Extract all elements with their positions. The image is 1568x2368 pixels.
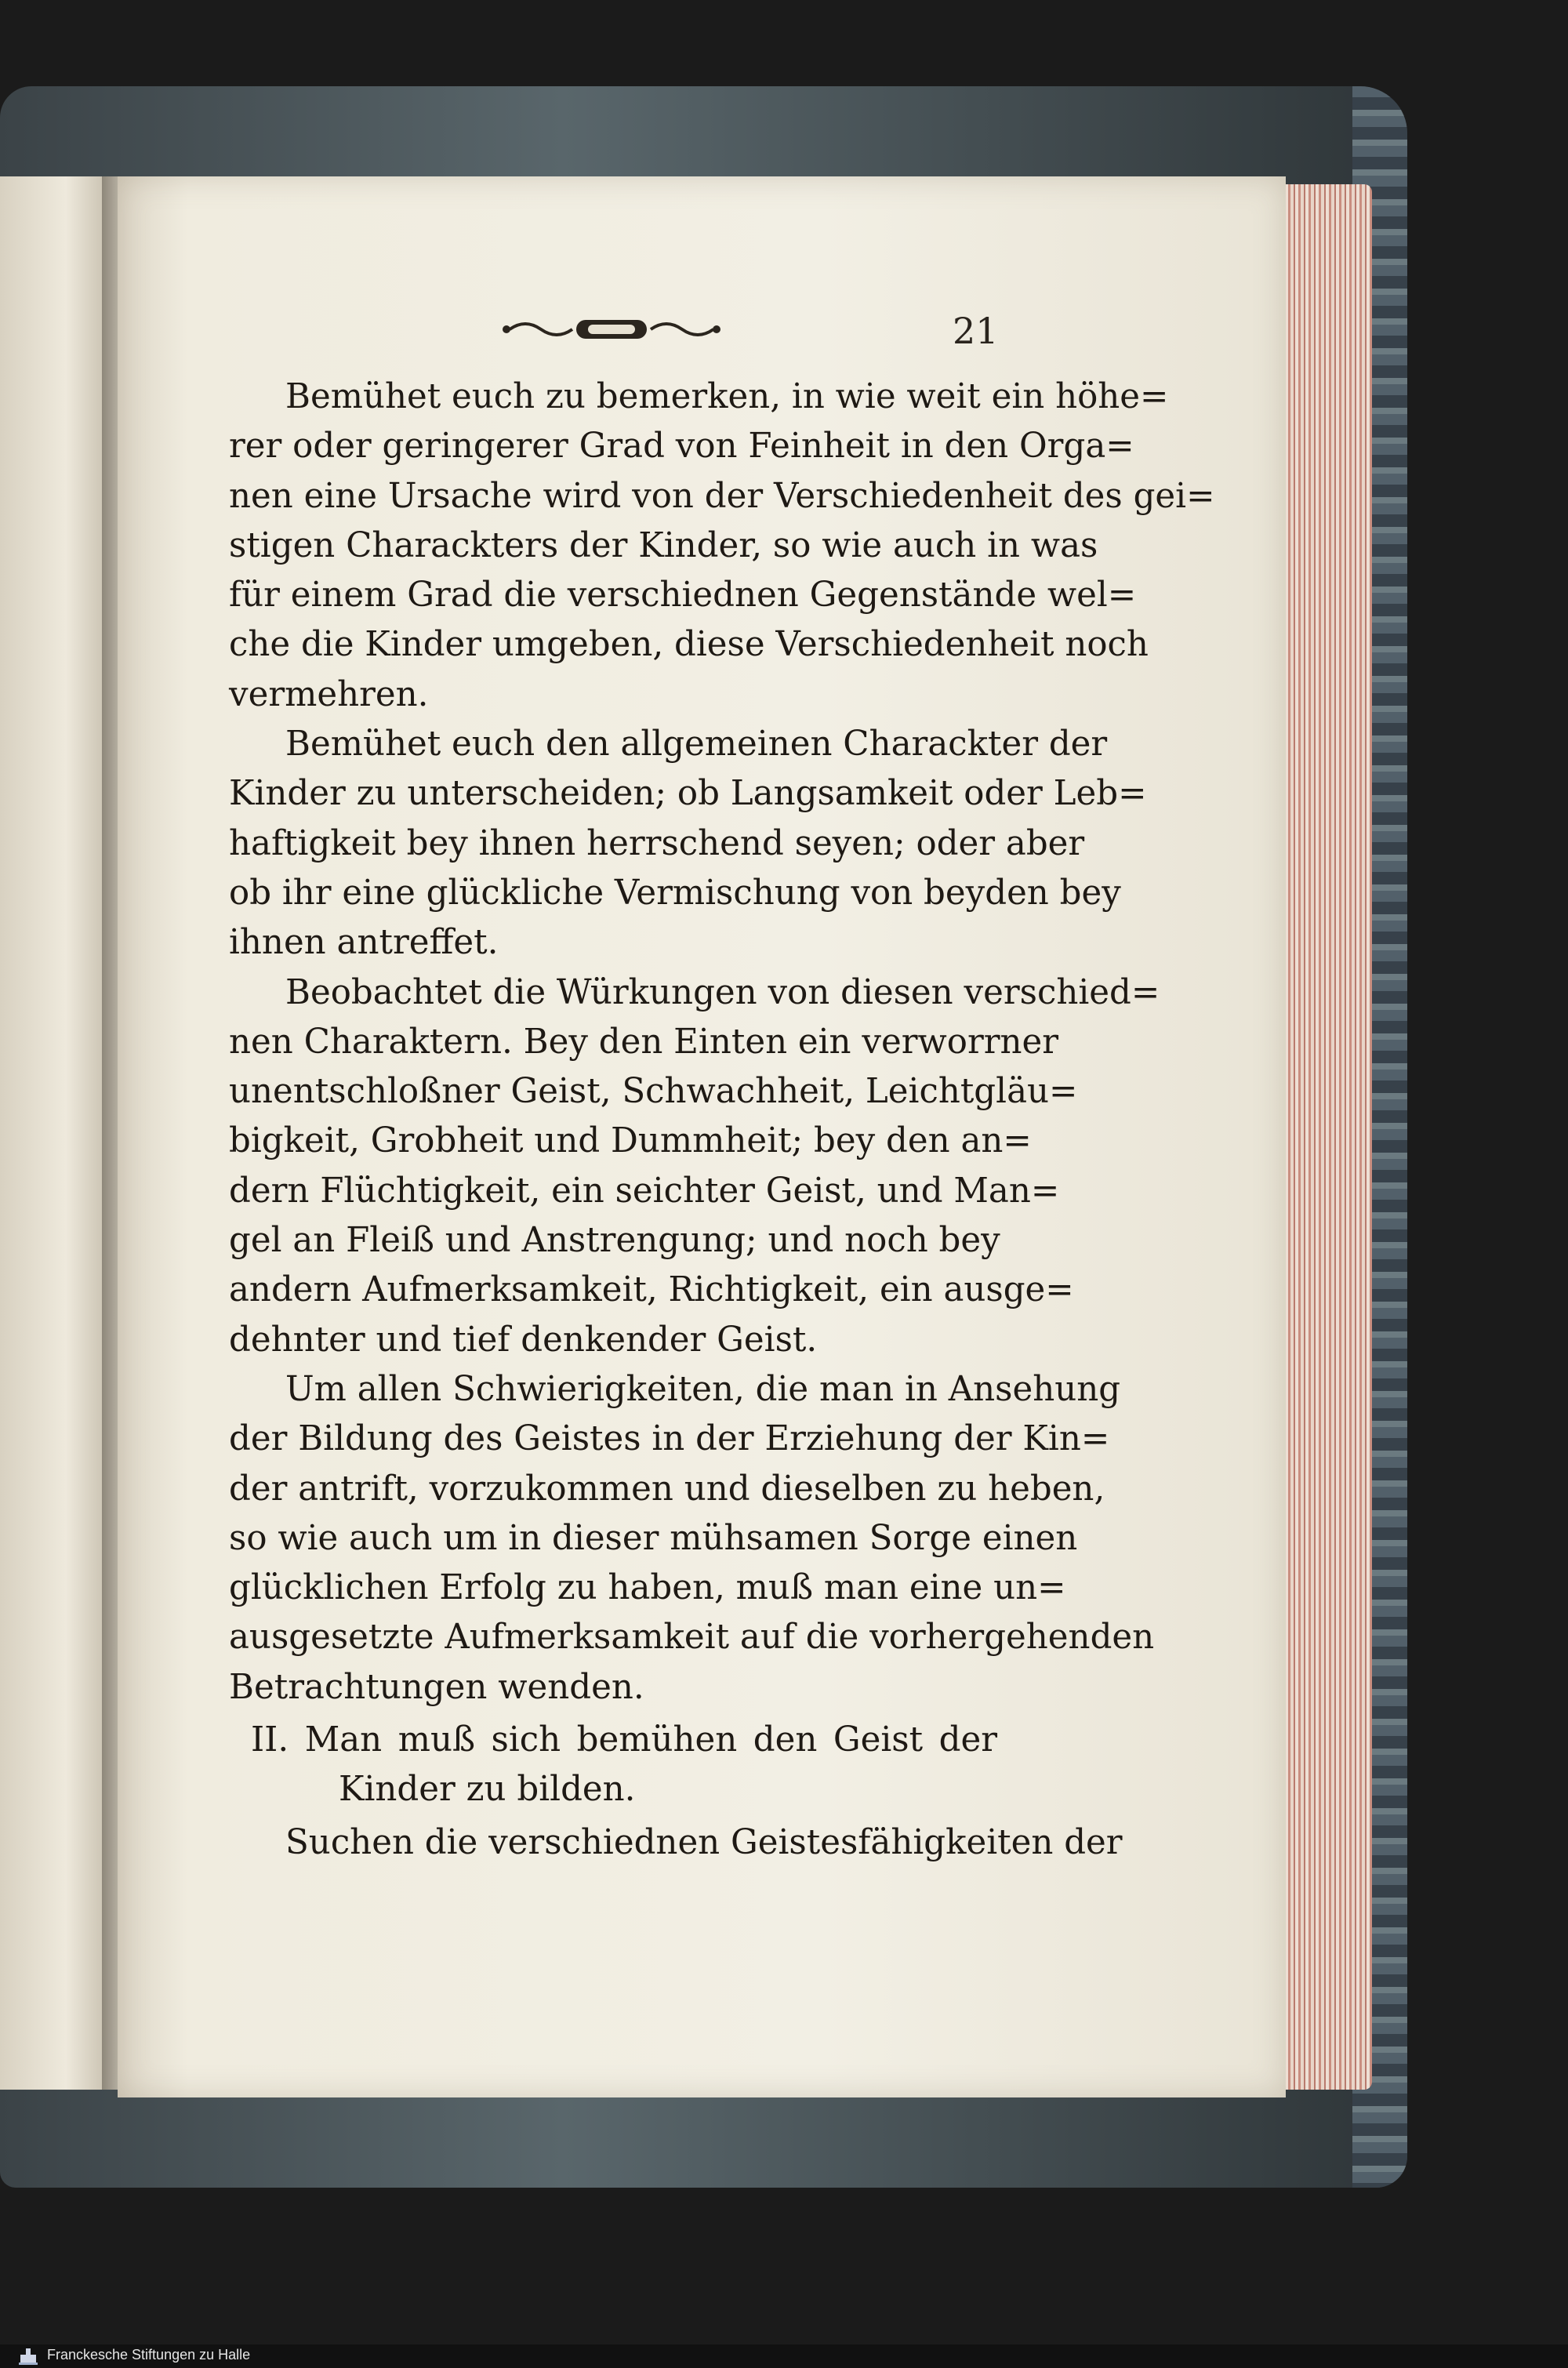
facing-page-edge: [0, 176, 112, 2090]
text-line: ausgesetzte Aufmerksamkeit auf die vorhergehenden: [229, 1618, 1155, 1658]
institution-logo-icon: [17, 2347, 39, 2366]
ornament-headpiece-icon: [502, 314, 721, 345]
body-text: [229, 372, 1215, 1868]
text-line: unentschloßner Geist, Schwachheit, Leichtgläu=: [229, 1072, 1078, 1112]
text-line: der antrift, vorzukommen und dieselben zu heben,: [229, 1469, 1105, 1509]
text-line: für einem Grad die verschiednen Gegenstände wel=: [229, 576, 1137, 616]
text-line: Betrachtungen wenden.: [229, 1667, 644, 1707]
heading-line: Kinder zu bilden.: [339, 1770, 636, 1810]
text-line: vermehren.: [229, 674, 429, 714]
paragraph-3: [229, 968, 1160, 1365]
text-line: dern Flüchtigkeit, ein seichter Geist, und Man=: [229, 1171, 1060, 1211]
section-heading: [229, 1716, 997, 1815]
text-line: che die Kinder umgeben, diese Verschiedenheit noch: [229, 625, 1149, 665]
text-line: ob ihr eine glückliche Vermischung von beyden bey: [229, 873, 1121, 913]
text-line: bigkeit, Grobheit und Dummheit; bey den an=: [229, 1121, 1032, 1161]
text-line: dehnter und tief denkender Geist.: [229, 1320, 818, 1360]
text-line: glücklichen Erfolg zu haben, muß man eine un=: [229, 1568, 1066, 1608]
footer-credit: Franckesche Stiftungen zu Halle: [47, 2347, 251, 2363]
text-line: ihnen antreffet.: [229, 923, 499, 963]
text-line: Bemühet euch den allgemeinen Charackter der: [285, 725, 1108, 765]
page-number: 21: [953, 310, 999, 352]
paragraph-1: [229, 372, 1215, 720]
text-line: Kinder zu unterscheiden; ob Langsamkeit oder Leb=: [229, 774, 1147, 814]
text-line: Bemühet euch zu bemerken, in wie weit ein höhe=: [285, 377, 1169, 416]
text-line: Beobachtet die Würkungen von diesen verschied=: [285, 972, 1160, 1012]
text-line: rer oder geringerer Grad von Feinheit in den Orga=: [229, 427, 1134, 467]
page-stack-edge: [1278, 184, 1372, 2090]
paragraph-4: [229, 1365, 1155, 1712]
heading-line: II. Man muß sich bemühen den Geist der: [251, 1720, 997, 1760]
text-line: nen eine Ursache wird von der Verschiedenheit des gei=: [229, 476, 1215, 516]
text-line: andern Aufmerksamkeit, Richtigkeit, ein ausge=: [229, 1270, 1074, 1310]
text-line: haftigkeit bey ihnen herrschend seyen; oder aber: [229, 823, 1085, 863]
text-line: Um allen Schwierigkeiten, die man in Ansehung: [285, 1369, 1121, 1409]
text-line: Suchen die verschiednen Geistesfähigkeiten der: [285, 1822, 1123, 1862]
text-line: gel an Fleiß und Anstrengung; und noch bey: [229, 1221, 1000, 1261]
text-line: so wie auch um in dieser mühsamen Sorge einen: [229, 1518, 1078, 1558]
text-line: nen Charaktern. Bey den Einten ein verworrner: [229, 1022, 1059, 1062]
text-line: der Bildung des Geistes in der Erziehung der Kin=: [229, 1419, 1110, 1459]
text-line: stigen Charackters der Kinder, so wie auch in was: [229, 525, 1098, 565]
paragraph-2: [229, 720, 1147, 968]
